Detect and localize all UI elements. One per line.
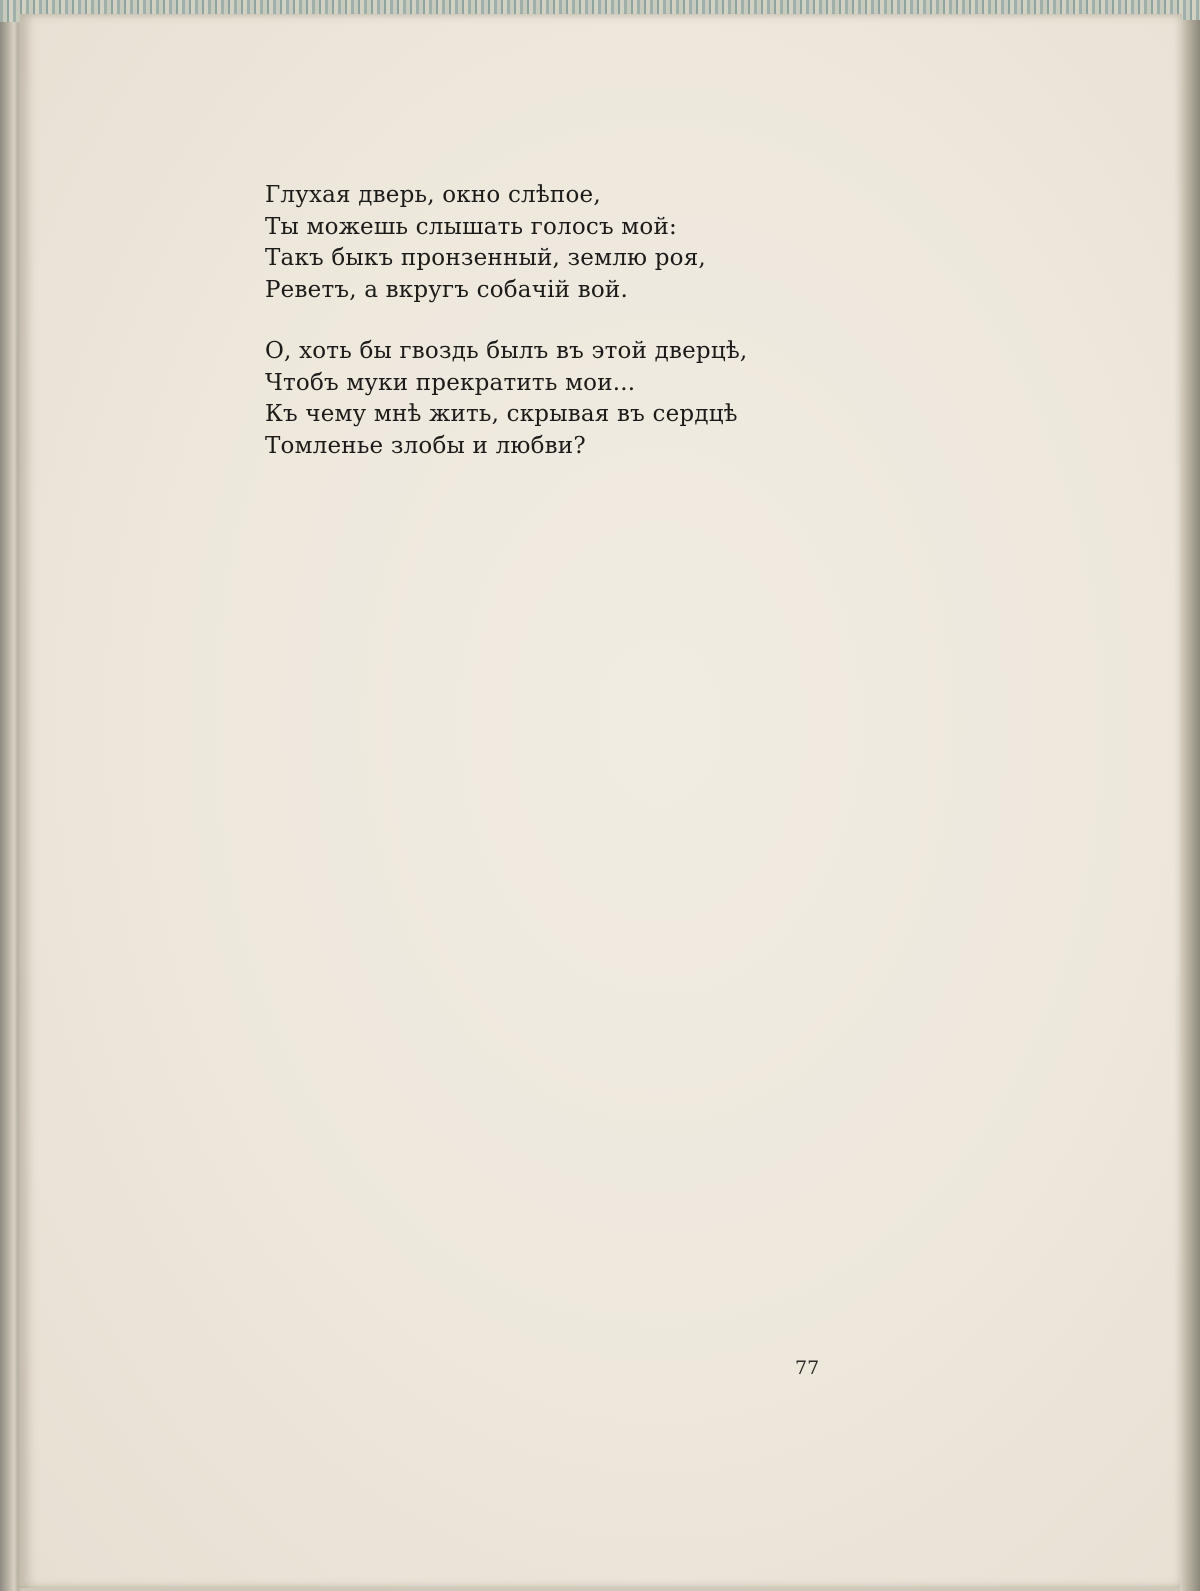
poem-line: Къ чему мнѣ жить, скрывая въ сердцѣ — [265, 401, 738, 427]
page-number: 77 — [795, 1357, 820, 1379]
poem-line: Глухая дверь, окно слѣпое, — [265, 182, 601, 208]
book-edge — [1180, 20, 1200, 1591]
poem-line: Ты можешь слышать голосъ мой: — [265, 213, 677, 240]
poem-line: Чтобъ муки прекратить мои... — [265, 369, 636, 396]
poem-line: О, хоть бы гвоздь былъ въ этой дверцѣ, — [265, 338, 748, 364]
stanza-2 — [265, 336, 747, 462]
poem-line: Томленье злобы и любви? — [265, 432, 586, 459]
stanza-1 — [265, 180, 747, 306]
page-sheet — [20, 14, 1182, 1588]
poem-line: Такъ быкъ пронзенный, землю роя, — [265, 245, 706, 271]
poem-text — [265, 180, 747, 492]
poem-line: Реветъ, а вкругъ собачій вой. — [265, 276, 628, 303]
